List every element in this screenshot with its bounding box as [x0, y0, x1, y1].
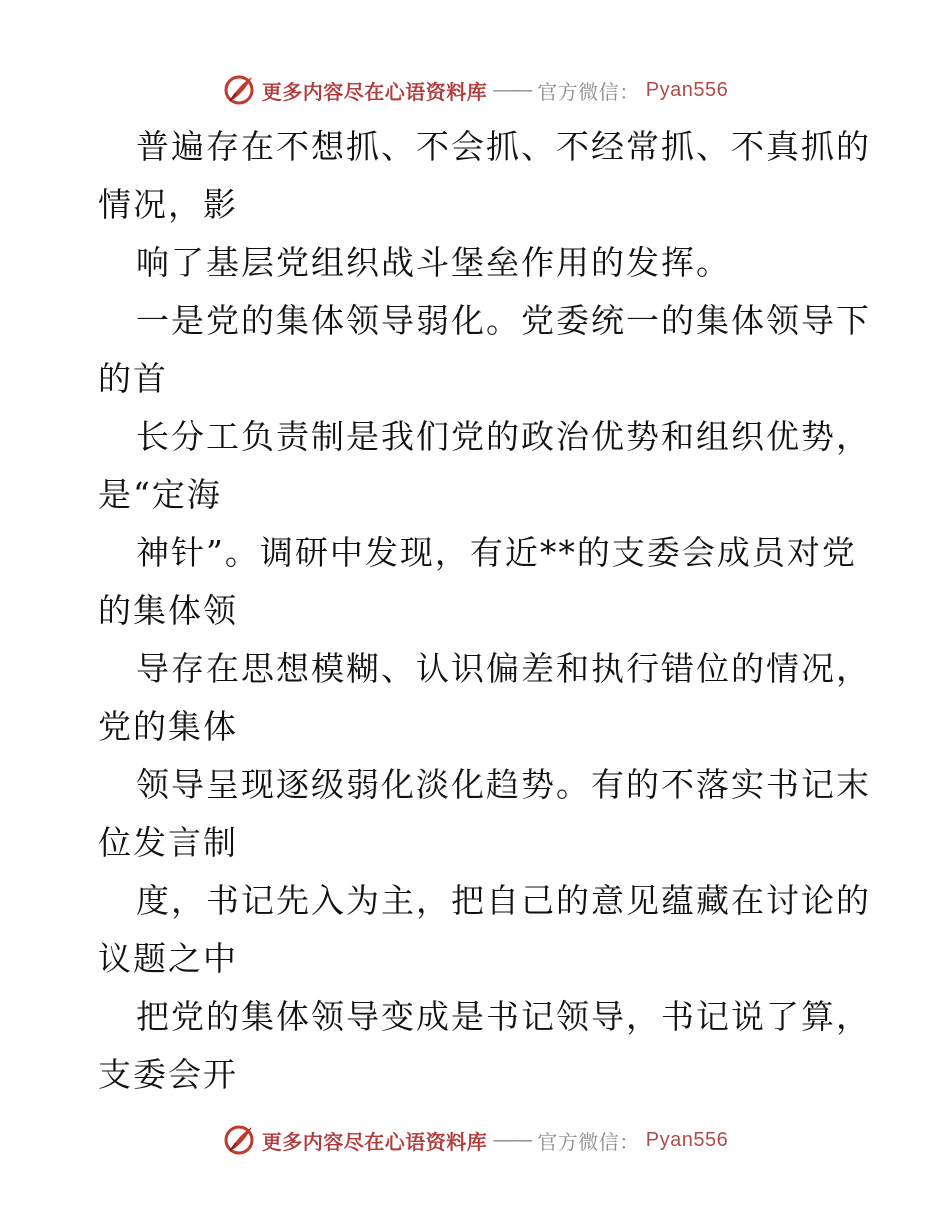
body-line: 响了基层党组织战斗堡垒作用的发挥。	[136, 243, 731, 282]
body-line: 支委会开	[98, 1055, 238, 1094]
body-line: 议题之中	[98, 939, 238, 978]
body-line: 位发言制	[98, 823, 238, 862]
watermark-brand-text: 更多内容尽在心语资料库	[261, 1129, 488, 1154]
body-line: 领导呈现逐级弱化淡化趋势。有的不落实书记末	[136, 765, 871, 804]
body-line: 的集体领	[98, 591, 238, 630]
watermark-dash: ——	[493, 1128, 532, 1151]
body-line: 的首	[98, 359, 168, 398]
watermark-wechat-id: Pyan556	[645, 1128, 729, 1151]
body-line: 情况，影	[98, 185, 238, 224]
body-line: 普遍存在不想抓、不会抓、不经常抓、不真抓的	[136, 127, 871, 166]
body-line: 度，书记先入为主，把自己的意见蕴藏在讨论的	[136, 881, 871, 920]
body-line: 导存在思想模糊、认识偏差和执行错位的情况，	[136, 649, 871, 688]
watermark-brand-text: 更多内容尽在心语资料库	[261, 79, 488, 104]
feather-pen-logo-icon	[222, 73, 256, 107]
body-line: 一是党的集体领导弱化。党委统一的集体领导下	[136, 301, 871, 340]
body-line: 长分工负责制是我们党的政治优势和组织优势，	[136, 417, 871, 456]
watermark-wechat-id: Pyan556	[645, 78, 729, 101]
watermark-dash: ——	[493, 78, 532, 101]
body-line: 把党的集体领导变成是书记领导，书记说了算，	[136, 997, 871, 1036]
watermark-official-label: 官方微信：	[537, 1129, 640, 1154]
document-body	[98, 118, 871, 1104]
body-line: 党的集体	[98, 707, 238, 746]
body-line: 神针”。调研中发现，有近**的支委会成员对党	[136, 533, 857, 572]
watermark-official-label: 官方微信：	[537, 79, 640, 104]
footer-watermark	[0, 1118, 950, 1162]
header-watermark	[0, 68, 950, 112]
feather-pen-logo-icon	[222, 1123, 256, 1157]
body-line: 是“定海	[98, 475, 222, 514]
